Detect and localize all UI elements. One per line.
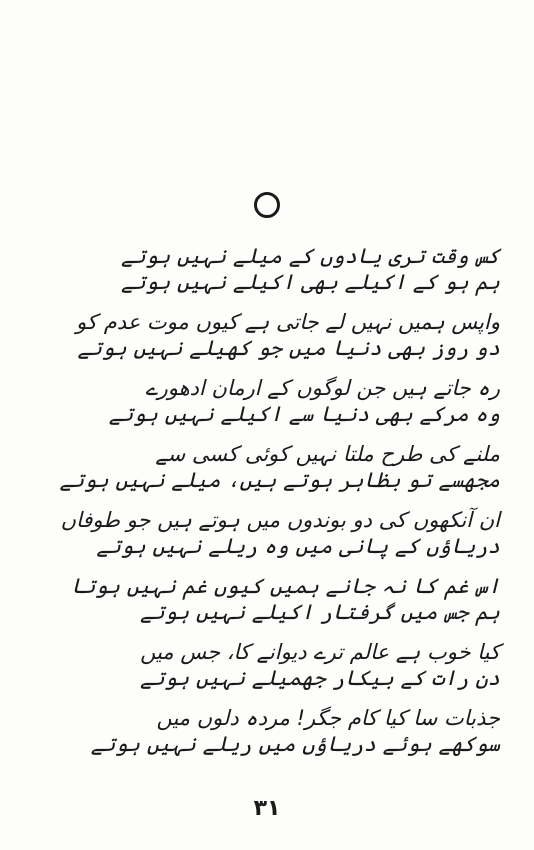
- page-number: ۳۱: [253, 796, 281, 821]
- poem-line: جذبات سا کیا کام جگر! مردہ دلوں میں: [156, 706, 500, 730]
- poem-line: دریاؤں کے پانی میں وہ ریلے نہیں ہوتے: [96, 534, 500, 558]
- poem-line: کس وقت تری یادوں کے میلے نہیں ہوتے: [121, 244, 500, 268]
- poem-line: ان آنکھوں کی دو بوندوں میں ہوتے ہیں جو طوفاں: [60, 508, 500, 532]
- poem-line: سوکھے ہوئے دریاؤں میں ریلے نہیں ہوتے: [90, 732, 500, 756]
- poem-line: دو روز بھی دنیا میں جو کھیلے نہیں ہوتے: [77, 336, 500, 360]
- poem-line: ہم جس میں گرفتار اکیلے نہیں ہوتے: [140, 600, 500, 624]
- poem-line: وہ مرکے بھی دنیا سے اکیلے نہیں ہوتے: [108, 402, 500, 426]
- poem-line: دن رات کے بیکار جھمیلے نہیں ہوتے: [140, 666, 500, 690]
- poem-line: واپس ہمیں نہیں لے جاتی ہے کیوں موت عدم کو: [76, 310, 500, 334]
- ghazal-text: [40, 243, 500, 757]
- poem-line: کیا خوب ہے عالم ترے دیوانے کا، جس میں: [140, 640, 500, 664]
- poem-line: رہ جاتے ہیں جن لوگوں کے ارمان ادھورے: [145, 376, 500, 400]
- circle-ornament-icon: [254, 192, 280, 218]
- poem-line: ہم ہو کے اکیلے بھی اکیلے نہیں ہوتے: [121, 270, 500, 294]
- poem-line: ملنے کی طرح ملتا نہیں کوئی کسی سے: [155, 442, 500, 466]
- poem-line: مجھسے تو بظاہر ہوتے ہیں، میلے نہیں ہوتے: [59, 468, 500, 492]
- poem-line: اس غم کا نہ جانے ہمیں کیوں غم نہیں ہوتا: [70, 574, 500, 598]
